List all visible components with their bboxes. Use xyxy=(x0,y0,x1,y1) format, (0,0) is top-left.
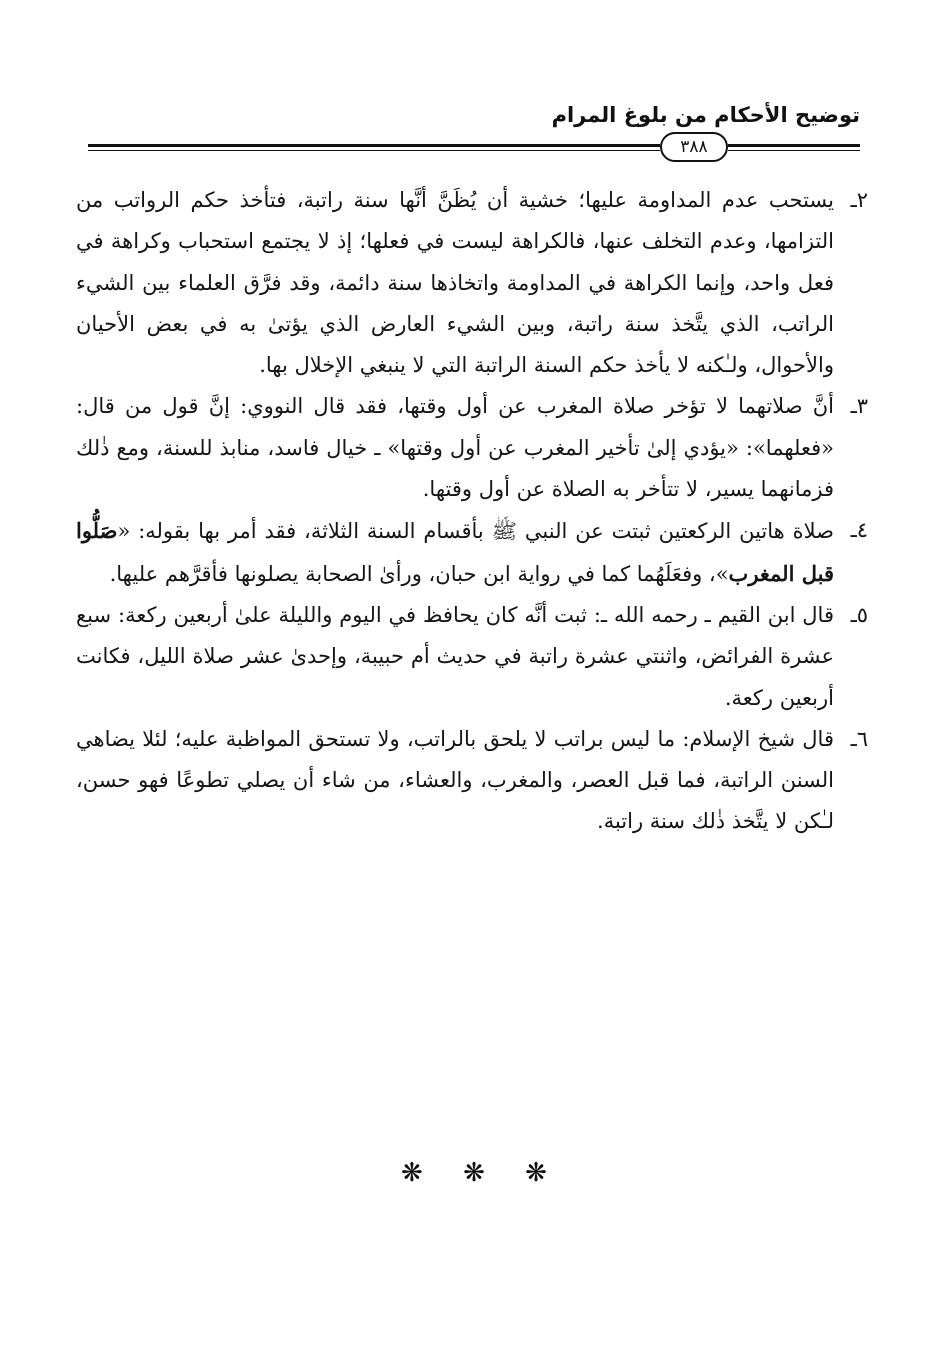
header-rule-left-thick xyxy=(88,144,660,147)
paragraph-number: ٣ـ xyxy=(850,394,868,419)
numbered-paragraph-6 xyxy=(76,719,868,843)
paragraph-text: قال شيخ الإسلام: ما ليس براتب لا يلحق بالراتب، ولا تستحق المواظبة عليه؛ لئلا يضاهي السنن الراتبة، فما قبل العصر، والمغرب، والعشاء، من شاء أن يصلي تطوعًا فهو حسن، لـٰكن لا يتَّخذ ذٰلك سنة راتبة. xyxy=(76,726,834,834)
header-rule-left-thin xyxy=(88,150,660,151)
running-header-title: توضيح الأحكام من بلوغ المرام xyxy=(551,103,860,127)
header-rule-right-thin xyxy=(728,150,860,151)
paragraph-text-after: »، وفعَلَهُما كما في رواية ابن حبان، ورأىٰ الصحابة يصلونها فأقرَّهم عليها. xyxy=(109,561,729,586)
asterism-icon: ❋ xyxy=(401,1158,423,1188)
numbered-paragraph-4 xyxy=(76,510,868,595)
numbered-paragraph-2 xyxy=(76,180,868,386)
paragraph-number: ٢ـ xyxy=(850,188,868,212)
hadith-quote: صَلُّوا قبل المغرب xyxy=(76,518,834,586)
paragraph-text: يستحب عدم المداومة عليها؛ خشية أن يُظَنَّ أنَّها سنة راتبة، فتأخذ حكم الرواتب من التزامها، وعدم التخلف عنها، فالكراهة ليست في فعلها؛ إذ لا يجتمع استحباب وكراهة في فعل واحد، وإنما الكراهة في المداومة واتخاذها سنة دائمة، وقد فرَّق العلماء بين الشيء الراتب، الذي يتَّخذ سنة راتبة، وبين الشيء العارض الذي يؤتىٰ به في بعض الأحيان والأحوال، ولـٰكنه لا يأخذ حكم السنة الراتبة التي لا ينبغي الإخلال بها. xyxy=(76,188,834,378)
section-separator xyxy=(0,1158,948,1188)
paragraph-text-before: صلاة هاتين الركعتين ثبتت عن النبي ﷺ بأقسام السنة الثلاثة، فقد أمر بها بقوله: « xyxy=(117,519,834,544)
paragraph-text xyxy=(76,510,834,595)
page-number: ٣٨٨ xyxy=(660,132,728,162)
paragraph-number: ٤ـ xyxy=(850,518,868,543)
paragraph-number: ٦ـ xyxy=(850,726,868,751)
asterism-icon: ❋ xyxy=(463,1158,485,1188)
asterism-icon: ❋ xyxy=(525,1158,547,1188)
paragraph-text: قال ابن القيم ـ رحمه الله ـ: ثبت أنَّه كان يحافظ في اليوم والليلة علىٰ أربعين ركعة: سبع عشرة الفرائض، واثنتي عشرة راتبة في حديث أم حبيبة، وإحدىٰ عشر صلاة الليل، فكانت أربعين ركعة. xyxy=(76,602,834,710)
paragraph-number: ٥ـ xyxy=(850,602,868,627)
paragraph-text: أنَّ صلاتهما لا تؤخر صلاة المغرب عن أول وقتها، فقد قال النووي: إنَّ قول من قال: «فعلهما»: «يؤدي إلىٰ تأخير المغرب عن أول وقتها» ـ خيال فاسد، منابذ للسنة، ومع ذٰلك فزمانهما يسير، لا تتأخر به الصلاة عن أول وقتها. xyxy=(76,394,834,502)
numbered-paragraph-3 xyxy=(76,386,868,510)
numbered-paragraph-5 xyxy=(76,595,868,719)
page-body xyxy=(76,180,868,843)
header-rule-right-thick xyxy=(728,144,860,147)
